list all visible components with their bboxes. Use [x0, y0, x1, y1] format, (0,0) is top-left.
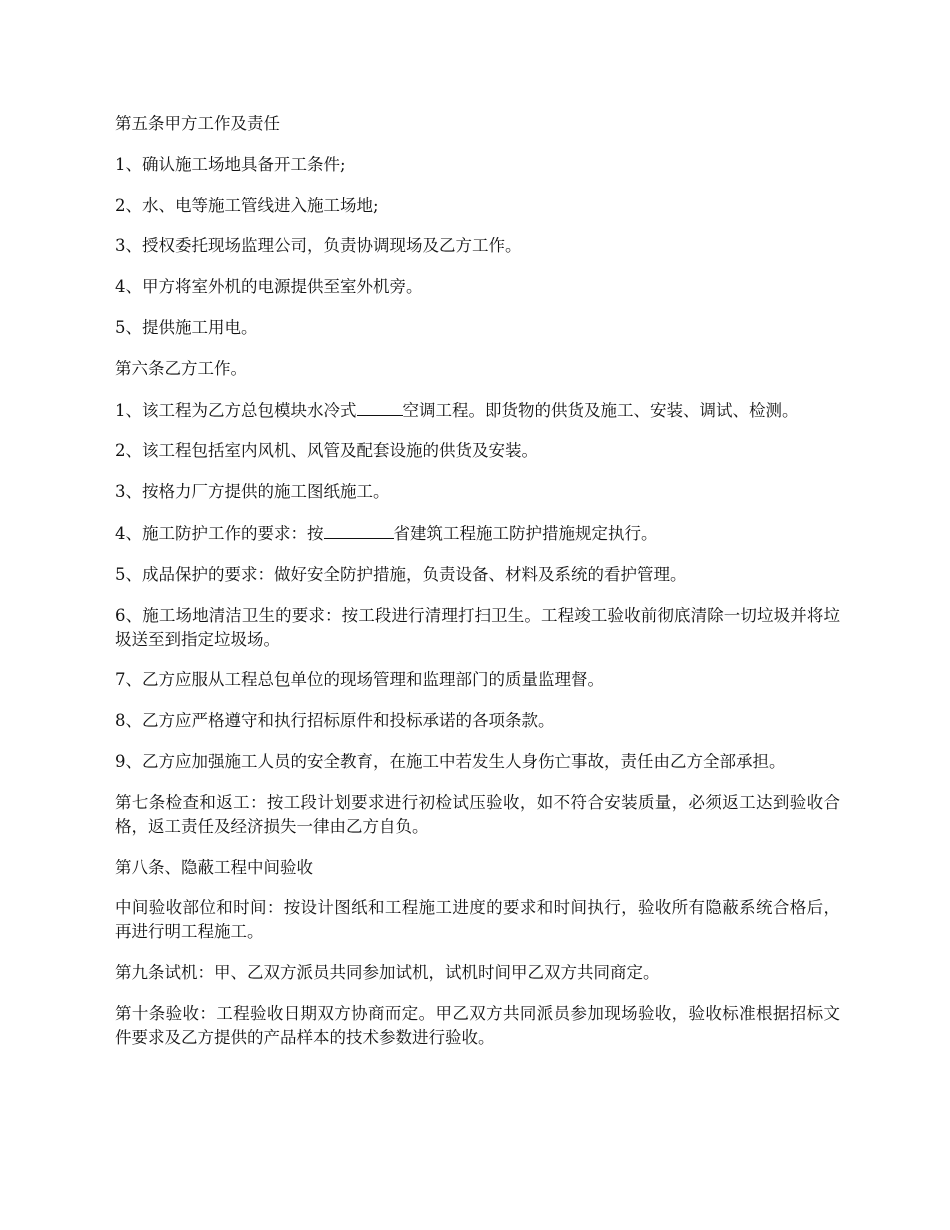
section-5-item-1: 1、确认施工场地具备开工条件; — [115, 154, 346, 174]
section-5-item-2: 2、水、电等施工管线进入施工场地; — [115, 195, 379, 215]
section-6-item-9: 9、乙方应加强施工人员的安全教育，在施工中若发生人身伤亡事故，责任由乙方全部承担。 — [115, 751, 786, 771]
section-6-item-1 — [115, 398, 840, 423]
section-6-item-1-text-a: 1、该工程为乙方总包模块水冷式 — [115, 400, 357, 420]
section-8-paragraph: 中间验收部位和时间：按设计图纸和工程施工进度的要求和时间执行，验收所有隐蔽系统合格后，再进行明工程施工。 — [115, 898, 840, 942]
section-8-heading: 第八条、隐蔽工程中间验收 — [115, 857, 313, 877]
section-5-item-5: 5、提供施工用电。 — [115, 317, 258, 337]
section-5-item-3: 3、授权委托现场监理公司，负责协调现场及乙方工作。 — [115, 236, 522, 256]
section-7-paragraph: 第七条检查和返工：按工段计划要求进行初检试压验收，如不符合安装质量，必须返工达到验收合格，返工责任及经济损失一律由乙方自负。 — [115, 792, 840, 836]
section-6-item-4-text-b: 省建筑工程施工防护措施规定执行。 — [393, 523, 658, 543]
section-5-heading: 第五条甲方工作及责任 — [115, 114, 280, 133]
section-6-item-7: 7、乙方应服从工程总包单位的现场管理和监理部门的质量监理督。 — [115, 670, 604, 690]
section-6-item-3: 3、按格力厂方提供的施工图纸施工。 — [115, 482, 390, 502]
fill-in-blank — [357, 398, 403, 416]
fill-in-blank — [324, 521, 394, 539]
section-5-item-4: 4、甲方将室外机的电源提供至室外机旁。 — [115, 277, 423, 297]
section-6-item-6: 6、施工场地清洁卫生的要求：按工段进行清理打扫卫生。工程竣工验收前彻底清除一切垃圾并将垃圾送至到指定垃圾场。 — [115, 605, 840, 649]
section-6-heading: 第六条乙方工作。 — [115, 358, 247, 378]
section-9-paragraph: 第九条试机：甲、乙双方派员共同参加试机，试机时间甲乙双方共同商定。 — [115, 963, 660, 983]
section-6-item-4-text-a: 4、施工防护工作的要求：按 — [115, 523, 324, 543]
section-6-item-2: 2、该工程包括室内风机、风管及配套设施的供货及安装。 — [115, 441, 538, 461]
section-10-paragraph: 第十条验收：工程验收日期双方协商而定。甲乙双方共同派员参加现场验收，验收标准根据招标文件要求及乙方提供的产品样本的技术参数进行验收。 — [115, 1003, 840, 1047]
document-page — [115, 112, 840, 1067]
section-6-item-1-text-b: 空调工程。即货物的供货及施工、安装、调试、检测。 — [402, 400, 799, 420]
section-6-item-8: 8、乙方应严格遵守和执行招标原件和投标承诺的各项条款。 — [115, 711, 555, 731]
section-6-item-5: 5、成品保护的要求：做好安全防护措施，负责设备、材料及系统的看护管理。 — [115, 564, 687, 584]
section-6-item-4 — [115, 521, 840, 546]
